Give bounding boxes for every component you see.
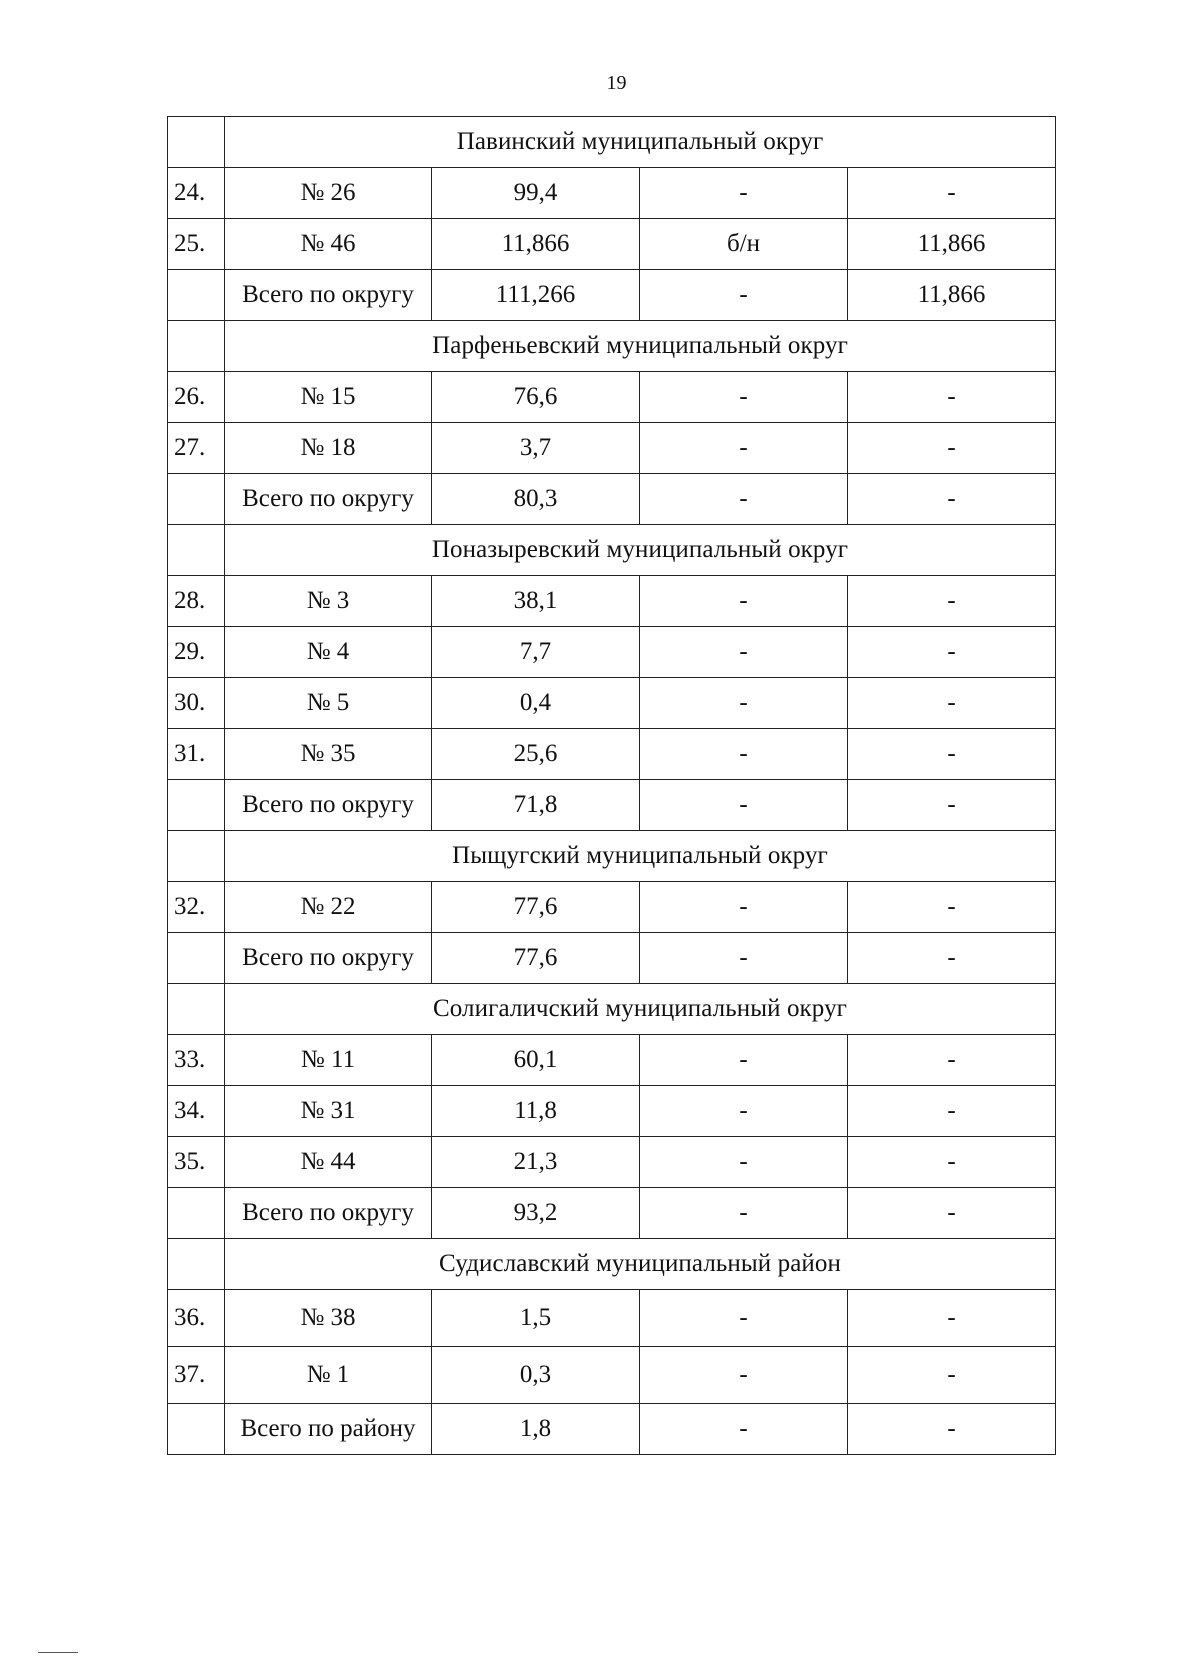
- section-number-cell: [168, 117, 225, 168]
- column-5-cell: -: [848, 729, 1056, 780]
- column-4-cell: -: [640, 1404, 848, 1455]
- value-cell: 76,6: [432, 372, 640, 423]
- row-number-cell: [168, 1188, 225, 1239]
- row-number-cell: 34.: [168, 1086, 225, 1137]
- column-4-cell: б/н: [640, 219, 848, 270]
- object-number-cell: № 46: [225, 219, 432, 270]
- table-row: [168, 168, 1056, 219]
- object-number-cell: № 38: [225, 1290, 432, 1347]
- value-cell: 77,6: [432, 882, 640, 933]
- section-title: Судиславский муниципальный район: [225, 1239, 1056, 1290]
- table-row: [168, 678, 1056, 729]
- row-number-cell: [168, 933, 225, 984]
- column-5-cell: 11,866: [848, 219, 1056, 270]
- value-cell: 21,3: [432, 1137, 640, 1188]
- column-4-cell: -: [640, 1035, 848, 1086]
- column-4-cell: -: [640, 678, 848, 729]
- column-5-cell: -: [848, 1188, 1056, 1239]
- value-cell: 93,2: [432, 1188, 640, 1239]
- value-cell: 11,8: [432, 1086, 640, 1137]
- row-number-cell: 24.: [168, 168, 225, 219]
- value-cell: 77,6: [432, 933, 640, 984]
- object-number-cell: № 31: [225, 1086, 432, 1137]
- footer-mark: [38, 1652, 78, 1653]
- table-row: [168, 1347, 1056, 1404]
- section-number-cell: [168, 831, 225, 882]
- row-number-cell: 35.: [168, 1137, 225, 1188]
- value-cell: 0,3: [432, 1347, 640, 1404]
- section-title: Парфеньевский муниципальный округ: [225, 321, 1056, 372]
- row-number-cell: 33.: [168, 1035, 225, 1086]
- column-4-cell: -: [640, 474, 848, 525]
- value-cell: 71,8: [432, 780, 640, 831]
- row-number-cell: 36.: [168, 1290, 225, 1347]
- section-header-row: [168, 117, 1056, 168]
- table-row: [168, 576, 1056, 627]
- table-row: [168, 882, 1056, 933]
- row-number-cell: 28.: [168, 576, 225, 627]
- column-5-cell: -: [848, 627, 1056, 678]
- object-number-cell: № 26: [225, 168, 432, 219]
- column-5-cell: -: [848, 1290, 1056, 1347]
- column-5-cell: -: [848, 882, 1056, 933]
- value-cell: 11,866: [432, 219, 640, 270]
- column-4-cell: -: [640, 1347, 848, 1404]
- table-row: [168, 1035, 1056, 1086]
- column-4-cell: -: [640, 168, 848, 219]
- object-number-cell: № 22: [225, 882, 432, 933]
- total-row: [168, 1404, 1056, 1455]
- object-number-cell: № 18: [225, 423, 432, 474]
- section-number-cell: [168, 321, 225, 372]
- value-cell: 60,1: [432, 1035, 640, 1086]
- table-body: [168, 117, 1056, 1455]
- row-number-cell: 26.: [168, 372, 225, 423]
- data-table: [167, 116, 1056, 1455]
- column-4-cell: -: [640, 270, 848, 321]
- column-5-cell: -: [848, 1086, 1056, 1137]
- row-number-cell: [168, 780, 225, 831]
- row-number-cell: 27.: [168, 423, 225, 474]
- row-number-cell: 32.: [168, 882, 225, 933]
- column-4-cell: -: [640, 780, 848, 831]
- section-header-row: [168, 831, 1056, 882]
- row-number-cell: [168, 270, 225, 321]
- column-4-cell: -: [640, 729, 848, 780]
- value-cell: 7,7: [432, 627, 640, 678]
- object-number-cell: № 5: [225, 678, 432, 729]
- total-row: [168, 270, 1056, 321]
- column-4-cell: -: [640, 1086, 848, 1137]
- table-row: [168, 219, 1056, 270]
- total-row: [168, 780, 1056, 831]
- column-4-cell: -: [640, 1137, 848, 1188]
- value-cell: 3,7: [432, 423, 640, 474]
- table-row: [168, 1086, 1056, 1137]
- section-header-row: [168, 1239, 1056, 1290]
- column-5-cell: -: [848, 678, 1056, 729]
- row-number-cell: 25.: [168, 219, 225, 270]
- column-5-cell: -: [848, 372, 1056, 423]
- column-5-cell: -: [848, 1404, 1056, 1455]
- value-cell: 80,3: [432, 474, 640, 525]
- column-4-cell: -: [640, 1290, 848, 1347]
- table-row: [168, 423, 1056, 474]
- table-row: [168, 1290, 1056, 1347]
- section-number-cell: [168, 984, 225, 1035]
- value-cell: 1,5: [432, 1290, 640, 1347]
- table-row: [168, 627, 1056, 678]
- column-5-cell: -: [848, 576, 1056, 627]
- column-5-cell: -: [848, 1035, 1056, 1086]
- total-row: [168, 1188, 1056, 1239]
- section-number-cell: [168, 525, 225, 576]
- value-cell: 25,6: [432, 729, 640, 780]
- value-cell: 0,4: [432, 678, 640, 729]
- column-5-cell: -: [848, 474, 1056, 525]
- row-number-cell: [168, 1404, 225, 1455]
- object-number-cell: № 3: [225, 576, 432, 627]
- column-4-cell: -: [640, 627, 848, 678]
- object-number-cell: № 35: [225, 729, 432, 780]
- table-row: [168, 372, 1056, 423]
- column-5-cell: -: [848, 1137, 1056, 1188]
- table-row: [168, 1137, 1056, 1188]
- section-header-row: [168, 525, 1056, 576]
- column-5-cell: -: [848, 1347, 1056, 1404]
- section-header-row: [168, 984, 1056, 1035]
- column-4-cell: -: [640, 576, 848, 627]
- column-4-cell: -: [640, 1188, 848, 1239]
- section-title: Солигаличский муниципальный округ: [225, 984, 1056, 1035]
- column-4-cell: -: [640, 372, 848, 423]
- column-4-cell: -: [640, 882, 848, 933]
- row-number-cell: 30.: [168, 678, 225, 729]
- total-label-cell: Всего по району: [225, 1404, 432, 1455]
- column-5-cell: -: [848, 933, 1056, 984]
- row-number-cell: 37.: [168, 1347, 225, 1404]
- row-number-cell: 29.: [168, 627, 225, 678]
- value-cell: 1,8: [432, 1404, 640, 1455]
- total-label-cell: Всего по округу: [225, 474, 432, 525]
- value-cell: 99,4: [432, 168, 640, 219]
- column-4-cell: -: [640, 423, 848, 474]
- section-number-cell: [168, 1239, 225, 1290]
- total-label-cell: Всего по округу: [225, 270, 432, 321]
- object-number-cell: № 1: [225, 1347, 432, 1404]
- column-5-cell: 11,866: [848, 270, 1056, 321]
- total-row: [168, 474, 1056, 525]
- value-cell: 38,1: [432, 576, 640, 627]
- object-number-cell: № 11: [225, 1035, 432, 1086]
- total-row: [168, 933, 1056, 984]
- column-5-cell: -: [848, 423, 1056, 474]
- page-number: 19: [606, 72, 627, 94]
- object-number-cell: № 15: [225, 372, 432, 423]
- row-number-cell: 31.: [168, 729, 225, 780]
- total-label-cell: Всего по округу: [225, 1188, 432, 1239]
- total-label-cell: Всего по округу: [225, 933, 432, 984]
- object-number-cell: № 44: [225, 1137, 432, 1188]
- total-label-cell: Всего по округу: [225, 780, 432, 831]
- table-row: [168, 729, 1056, 780]
- section-header-row: [168, 321, 1056, 372]
- section-title: Пыщугский муниципальный округ: [225, 831, 1056, 882]
- column-4-cell: -: [640, 933, 848, 984]
- value-cell: 111,266: [432, 270, 640, 321]
- section-title: Павинский муниципальный округ: [225, 117, 1056, 168]
- column-5-cell: -: [848, 168, 1056, 219]
- object-number-cell: № 4: [225, 627, 432, 678]
- row-number-cell: [168, 474, 225, 525]
- section-title: Поназыревский муниципальный округ: [225, 525, 1056, 576]
- column-5-cell: -: [848, 780, 1056, 831]
